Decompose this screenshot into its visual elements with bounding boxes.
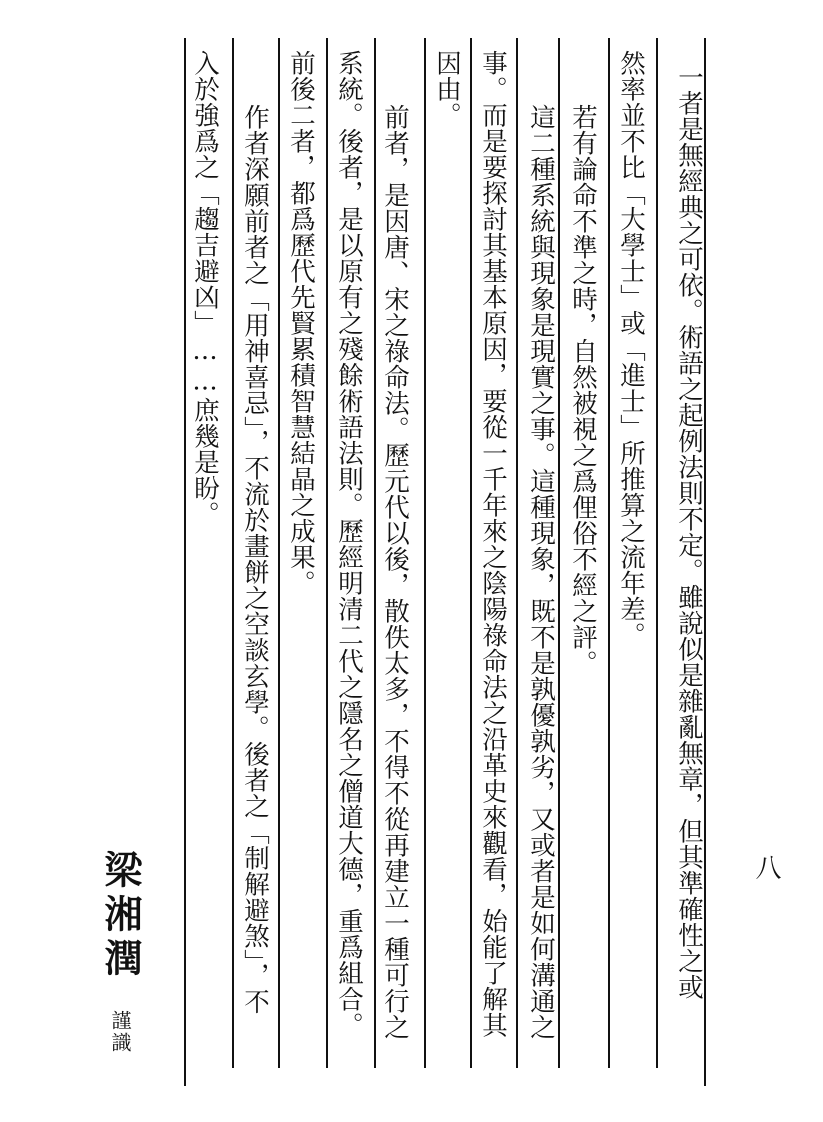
text-column-4: 這二種系統與現象是現實之事。這種現象，既不是孰優孰劣，又或者是如何溝通之 xyxy=(526,104,556,1040)
text-column-1: 一者是無經典之可依。術語之起例法則不定。雖說似是雜亂無章，但其準確性之或 xyxy=(674,64,704,1000)
column-rule xyxy=(232,38,234,1068)
column-rule xyxy=(184,38,186,1086)
text-column-10: 作者深願前者之「用神喜忌」，不流於畫餅之空談玄學。後者之「制解避煞」，不 xyxy=(240,104,270,1015)
column-rule xyxy=(704,38,706,1086)
text-column-3: 若有論命不準之時，自然被視之爲俚俗不經之評。 xyxy=(568,104,598,676)
column-rule xyxy=(470,38,472,1068)
column-rule xyxy=(278,38,280,1068)
column-rule xyxy=(424,38,426,1068)
text-column-6: 因由。 xyxy=(432,50,462,128)
signature-suffix: 謹識 xyxy=(108,1010,132,1054)
column-rule xyxy=(656,38,658,1068)
page-number: 八 xyxy=(751,854,781,880)
text-column-7: 前者，是因唐、宋之祿命法。歷元代以後，散佚太多，不得不從再建立一種可行之 xyxy=(380,104,410,1040)
text-column-5: 事。而是要探討其基本原因，要從一千年來之陰陽祿命法之沿革史來觀看，始能了解其 xyxy=(478,50,508,1038)
text-column-2: 然率並不比「大學士」或「進士」所推算之流年差。 xyxy=(616,50,646,648)
column-rule xyxy=(558,38,560,1068)
column-rule xyxy=(374,38,376,1068)
text-column-8: 系統。後者，是以原有之殘餘術語法則。歷經明清二代之隱名之僧道大德，重爲組合。 xyxy=(334,50,364,1038)
column-rule xyxy=(516,38,518,1068)
text-column-11: 入於強爲之「趨吉避凶」……庶幾是盼。 xyxy=(190,50,220,527)
column-rule xyxy=(326,38,328,1068)
author-signature: 梁湘潤 xyxy=(98,850,143,982)
text-column-9: 前後二者，都爲歷代先賢累積智慧結晶之成果。 xyxy=(286,50,316,596)
column-rule xyxy=(608,38,610,1068)
